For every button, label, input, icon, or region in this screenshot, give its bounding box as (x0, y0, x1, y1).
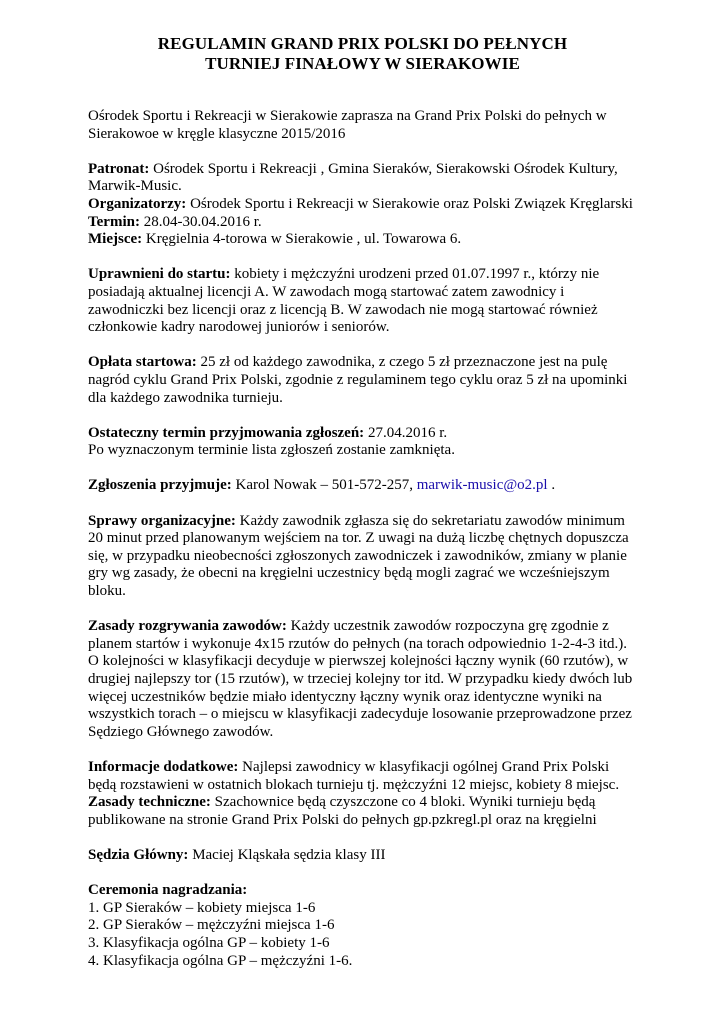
sprawy-label: Sprawy organizacyjne: (88, 512, 236, 529)
zgloszenia-section (88, 477, 637, 495)
title-line-2: TURNIEJ FINAŁOWY W SIERAKOWIE (205, 54, 520, 73)
patronat-section (88, 161, 637, 196)
ceremonia-item-1: 1. GP Sieraków – kobiety miejsca 1-6 (88, 899, 316, 916)
sedzia-text: Maciej Kląskała sędzia klasy III (188, 846, 386, 863)
termin-zgloszen-text: 27.04.2016 r. (364, 424, 448, 441)
zgloszenia-text: Karol Nowak – 501-572-257, (231, 477, 417, 494)
ceremonia-label: Ceremonia nagradzania: (88, 882, 248, 899)
ceremonia-section (88, 882, 637, 900)
zgloszenia-tail: . (547, 477, 556, 494)
zasady-text: Każdy uczestnik zawodów rozpoczyna grę zgodnie z planem startów i wykonuje 4x15 rzutów do pełnych (na torach odpowiednio 1-2-4-3 itd.). O kolejności w klasyfikacji decyduje w pierwszej kolejności łączny wynik (60 rzutów), w drugiej najlepszy tor (15 rzutów), w trzeciej kolejny tor itd. W przypadku kiedy dwóch lub więcej uczestników będzie miało identyczny łączny wynik oraz identyczne wyniki na wszystkich torach – o miejscu w klasyfikacji zadecyduje losowanie przeprowadzone przez Sędziego Głównego zawodów. (88, 618, 633, 740)
list-item (88, 953, 637, 971)
informacje-text: Najlepsi zawodnicy w klasyfikacji ogólnej Grand Prix Polski będą rozstawieni w ostatnich blokach turnieju tj. mężczyźni 12 miejsc, kobiety 8 miejsc. (88, 758, 620, 793)
document-title (88, 34, 637, 74)
list-item (88, 935, 637, 953)
termin-zgloszen-label: Ostateczny termin przyjmowania zgłoszeń: (88, 424, 365, 441)
patronat-text: Ośrodek Sportu i Rekreacji , Gmina Sieraków, Sierakowski Ośrodek Kultury, Marwik-Music. (88, 160, 618, 195)
list-item (88, 900, 637, 918)
organizatorzy-label: Organizatorzy: (88, 195, 187, 212)
sprawy-text: Każdy zawodnik zgłasza się do sekretariatu zawodów minimum 20 minut przed planowanym wejściem na tor. Z uwagi na dużą liczbę chętnych dopuszcza się, w przypadku nieobecności zgłoszonych zawodniczek i zawodników, zmiany w planie gry wg zasady, że obecni na kręgielni uczestnicy będą mogli zagrać we wcześniejszym bloku. (88, 512, 629, 600)
termin-section (88, 214, 637, 232)
title-line-1: REGULAMIN GRAND PRIX POLSKI DO PEŁNYCH (157, 34, 568, 53)
termin-zgloszen-note: Po wyznaczonym terminie lista zgłoszeń zostanie zamknięta. (88, 442, 455, 459)
zgloszenia-label: Zgłoszenia przyjmuje: (88, 477, 232, 494)
informacje-label: Informacje dodatkowe: (88, 758, 239, 775)
email-link[interactable]: marwik-music@o2.pl (416, 477, 548, 494)
techniczne-text: Szachownice będą czyszczone co 4 bloki. Wyniki turnieju będą publikowane na stronie Grand Prix Polski do pełnych gp.pzkregl.pl oraz na kręgielni (88, 794, 597, 828)
informacje-section (88, 759, 637, 794)
ceremonia-item-4: 4. Klasyfikacja ogólna GP – mężczyźni 1-6. (88, 952, 353, 969)
zasady-section (88, 618, 637, 741)
ceremonia-list (88, 900, 637, 970)
oplata-text: 25 zł od każdego zawodnika, z czego 5 zł przeznaczone jest na pulę nagród cyklu Grand Prix Polski, zgodnie z regulaminem tego cyklu oraz 5 zł na upominki dla każdego zawodnika turnieju. (88, 354, 628, 406)
miejsce-text: Kręgielnia 4-torowa w Sierakowie , ul. Towarowa 6. (142, 231, 462, 248)
ceremonia-item-3: 3. Klasyfikacja ogólna GP – kobiety 1-6 (88, 934, 330, 951)
sedzia-section (88, 847, 637, 865)
termin-text: 28.04-30.04.2016 r. (139, 213, 262, 230)
oplata-label: Opłata startowa: (88, 354, 197, 371)
techniczne-label: Zasady techniczne: (88, 794, 211, 811)
uprawnieni-text: kobiety i mężczyźni urodzeni przed 01.07.1997 r., którzy nie posiadają aktualnej licencji A. W zawodach mogą startować zatem zawodnicy i zawodniczki bez licencji oraz z licencją B. W zawodach nie mogą startować również członkowie kadry narodowej juniorów i seniorów. (88, 266, 600, 336)
termin-label: Termin: (88, 213, 140, 230)
zasady-label: Zasady rozgrywania zawodów: (88, 618, 287, 635)
sedzia-label: Sędzia Główny: (88, 846, 189, 863)
patronat-label: Patronat: (88, 160, 150, 177)
miejsce-section (88, 231, 637, 249)
organizatorzy-section (88, 196, 637, 214)
oplata-section (88, 354, 637, 407)
intro-paragraph: Ośrodek Sportu i Rekreacji w Sierakowie zaprasza na Grand Prix Polski do pełnych w Sierakowoe w kręgle klasyczne 2015/2016 (88, 108, 607, 142)
organizatorzy-text: Ośrodek Sportu i Rekreacji w Sierakowie oraz Polski Związek Kręglarski (186, 195, 633, 212)
uprawnieni-label: Uprawnieni do startu: (88, 266, 231, 283)
sprawy-section (88, 513, 637, 601)
termin-zgloszen-section (88, 425, 637, 443)
miejsce-label: Miejsce: (88, 231, 143, 248)
uprawnieni-section (88, 266, 637, 336)
ceremonia-item-2: 2. GP Sieraków – mężczyźni miejsca 1-6 (88, 917, 335, 934)
techniczne-section (88, 794, 637, 829)
list-item (88, 917, 637, 935)
